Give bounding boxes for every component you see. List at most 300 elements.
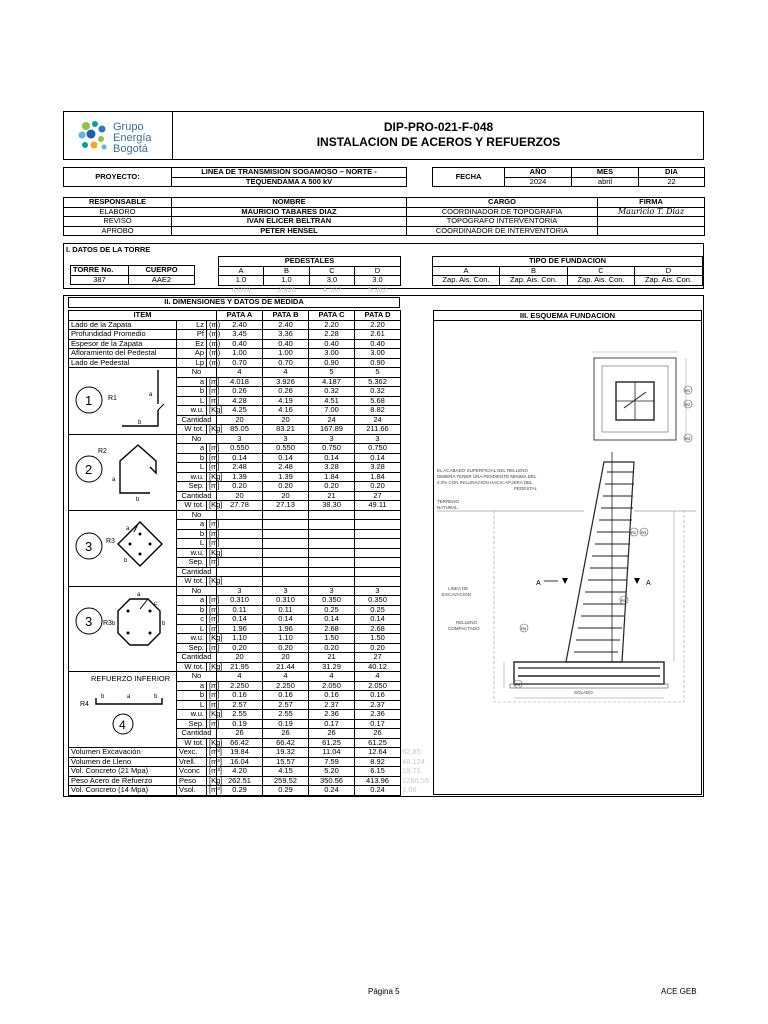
- row-symbol: w.u.: [177, 710, 207, 720]
- svg-text:SOLADO: SOLADO: [574, 690, 593, 695]
- row-symbol: L: [177, 700, 207, 710]
- svg-text:LINEA DE: LINEA DE: [448, 586, 469, 591]
- cell-value: 4.15: [263, 767, 309, 777]
- year-value: 2024: [505, 177, 572, 187]
- cell-value: 3: [263, 586, 309, 596]
- ped-ghost-d: 5.362: [368, 284, 387, 294]
- row-symbol: a: [177, 377, 207, 387]
- cell-value: 3: [263, 434, 309, 444]
- cell-value: 4: [263, 672, 309, 682]
- cell-value: [263, 520, 309, 530]
- cell-value: 2.68: [355, 624, 401, 634]
- cell-value: 31.29: [309, 662, 355, 672]
- cell-value: [217, 577, 263, 587]
- row-label: Vol. Concreto (21 Mpa): [69, 767, 177, 777]
- cell-value: 2.36: [309, 710, 355, 720]
- svg-text:b: b: [136, 497, 140, 503]
- row-symbol: Cantidad: [177, 729, 217, 739]
- svg-text:PEDESTAL: PEDESTAL: [514, 486, 538, 491]
- cell-value: 0.20: [309, 643, 355, 653]
- cell-value: 0.17: [355, 719, 401, 729]
- cell-value: 0.11: [263, 605, 309, 615]
- row-symbol: a: [177, 681, 207, 691]
- fund-head-b: B: [500, 266, 568, 276]
- cell-value: 85.05: [217, 425, 263, 435]
- cell-value: 83.21: [263, 425, 309, 435]
- cell-value: 0.70: [263, 358, 309, 368]
- cell-value: 0.14: [309, 453, 355, 463]
- cell-value: 4.28: [217, 396, 263, 406]
- row-unit: [Kg]: [207, 776, 217, 786]
- cell-value: 1.84: [309, 472, 355, 482]
- cell-value: 4.018: [217, 377, 263, 387]
- cell-value: [355, 558, 401, 568]
- svg-text:R3: R3: [103, 620, 112, 627]
- row-symbol: W tot.: [177, 425, 207, 435]
- cell-value: 2.40: [263, 320, 309, 330]
- cell-value: 3: [355, 586, 401, 596]
- row-symbol: Cantidad: [177, 653, 217, 663]
- cell-value: [355, 510, 401, 520]
- cell-value: 0.750: [355, 444, 401, 454]
- svg-text:a: a: [137, 592, 141, 598]
- cell-value: 0.14: [263, 453, 309, 463]
- cell-value: 1.96: [263, 624, 309, 634]
- fund-head-c: C: [568, 266, 635, 276]
- cell-value: 2.57: [263, 700, 309, 710]
- month-header: MES: [572, 168, 639, 178]
- cell-value: 1.10: [217, 634, 263, 644]
- row-unit: [m³]: [207, 757, 217, 767]
- svg-text:R1: R1: [108, 395, 117, 402]
- cell-value: 8.82: [355, 406, 401, 416]
- row-symbol: Sep.: [177, 558, 207, 568]
- cell-value: 38.30: [309, 501, 355, 511]
- row-symbol: W tot.: [177, 577, 207, 587]
- row-symbol: Ap: [177, 349, 207, 359]
- svg-text:b: b: [154, 694, 158, 700]
- cell-value: 4.51: [309, 396, 355, 406]
- svg-text:R4: R4: [515, 682, 521, 687]
- col-cargo: CARGO: [407, 198, 598, 208]
- row-symbol: w.u.: [177, 548, 207, 558]
- cell-value: 21.44: [263, 662, 309, 672]
- cell-value: 0.25: [309, 605, 355, 615]
- cell-value: 0.14: [355, 453, 401, 463]
- row-unit: (m): [207, 358, 217, 368]
- role-elaboro: ELABORO: [64, 207, 172, 217]
- cell-value: [309, 529, 355, 539]
- row-unit: [m]: [207, 482, 217, 492]
- company-name: Grupo Energía Bogotá: [113, 121, 152, 155]
- fund-head-a: A: [433, 266, 500, 276]
- cell-value: [309, 510, 355, 520]
- row-unit: (m): [207, 330, 217, 340]
- cell-value: 0.16: [355, 691, 401, 701]
- cargo-elaboro: COORDINADOR DE TOPOGRAFIA: [407, 207, 598, 217]
- row-symbol: w.u.: [177, 406, 207, 416]
- svg-text:2: 2: [85, 462, 93, 477]
- cell-value: 2.55: [217, 710, 263, 720]
- row-unit: [m]: [207, 539, 217, 549]
- cell-value: [309, 548, 355, 558]
- row-label: Lado de la Zapata: [69, 320, 177, 330]
- cell-value: 2.48: [263, 463, 309, 473]
- row-symbol: w.u.: [177, 472, 207, 482]
- summary-ghost-value: 62.85: [402, 747, 421, 756]
- cell-value: 3.00: [309, 349, 355, 359]
- svg-text:R1: R1: [685, 388, 691, 393]
- row-symbol: L: [177, 539, 207, 549]
- fund-value-b: Zap. Ais. Con.: [500, 276, 568, 286]
- cell-value: 0.29: [217, 786, 263, 796]
- cell-value: 2.37: [309, 700, 355, 710]
- row-symbol: No: [177, 510, 217, 520]
- cell-value: 167.89: [309, 425, 355, 435]
- row-unit: [m]: [207, 453, 217, 463]
- cell-value: 0.14: [217, 615, 263, 625]
- svg-text:TERRENO: TERRENO: [437, 499, 460, 504]
- row-label: Peso Acero de Refuerzo: [69, 776, 177, 786]
- cell-value: 0.310: [263, 596, 309, 606]
- cell-value: 2.36: [355, 710, 401, 720]
- cell-value: 24: [355, 415, 401, 425]
- cell-value: 0.17: [309, 719, 355, 729]
- cell-value: 1.39: [217, 472, 263, 482]
- cell-value: 0.750: [309, 444, 355, 454]
- row-unit: [Kg]: [207, 472, 217, 482]
- row-unit: [m]: [207, 605, 217, 615]
- cell-value: 0.20: [217, 643, 263, 653]
- cell-value: 3: [309, 586, 355, 596]
- cell-value: 11.04: [309, 748, 355, 758]
- cell-value: 3.28: [309, 463, 355, 473]
- row-unit: [m]: [207, 700, 217, 710]
- cell-value: 12.64: [355, 748, 401, 758]
- cell-value: [263, 558, 309, 568]
- cell-value: 20: [263, 491, 309, 501]
- cell-value: 1.39: [263, 472, 309, 482]
- cell-value: 26: [355, 729, 401, 739]
- ped-value-c: 3.0: [310, 276, 355, 286]
- row-symbol: No: [177, 368, 217, 378]
- svg-text:NATURAL: NATURAL: [437, 505, 458, 510]
- cell-value: [309, 520, 355, 530]
- fundacion-label: TIPO DE FUNDACION: [433, 257, 703, 267]
- cell-value: 0.20: [355, 643, 401, 653]
- row-unit: [m]: [207, 596, 217, 606]
- ped-value-a: 1.0: [219, 276, 264, 286]
- row-symbol: W tot.: [177, 662, 207, 672]
- row-symbol: b: [177, 691, 207, 701]
- rebar-diagram-r2: [70, 433, 172, 505]
- cargo-reviso: TOPOGRAFO INTERVENTORIA: [407, 217, 598, 227]
- cell-value: 0.26: [217, 387, 263, 397]
- cell-value: 211.66: [355, 425, 401, 435]
- cell-value: [309, 539, 355, 549]
- cell-value: 27.13: [263, 501, 309, 511]
- cell-value: [217, 510, 263, 520]
- summary-row: [69, 748, 401, 758]
- cell-value: 0.90: [355, 358, 401, 368]
- cell-value: 66.42: [217, 738, 263, 748]
- cell-value: 0.16: [217, 691, 263, 701]
- row-unit: [m³]: [207, 748, 217, 758]
- signature-cell: [598, 207, 705, 217]
- pata-header: PATA C: [309, 311, 355, 321]
- cell-value: [217, 558, 263, 568]
- svg-text:2.0% CON INCLINACION HACIA AFU: 2.0% CON INCLINACION HACIA AFUERA DEL: [437, 480, 533, 485]
- cell-value: 0.40: [217, 339, 263, 349]
- cell-value: 1.50: [355, 634, 401, 644]
- svg-text:R3: R3: [685, 436, 691, 441]
- row-unit: [m]: [207, 558, 217, 568]
- cell-value: 3: [355, 434, 401, 444]
- torre-section-title: I. DATOS DE LA TORRE: [66, 245, 151, 254]
- cell-value: 2.20: [355, 320, 401, 330]
- summary-ghost-value: 1.06: [402, 785, 417, 794]
- cell-value: 5.68: [355, 396, 401, 406]
- row-label: Lado de Pedestal: [69, 358, 177, 368]
- cell-value: 3.45: [217, 330, 263, 340]
- cell-value: 20: [263, 415, 309, 425]
- cell-value: 0.11: [217, 605, 263, 615]
- cell-value: [263, 577, 309, 587]
- cell-value: 413.96: [355, 776, 401, 786]
- row-symbol: W tot.: [177, 738, 207, 748]
- cell-value: 27: [355, 491, 401, 501]
- cell-value: 2.250: [263, 681, 309, 691]
- row-symbol: W tot.: [177, 501, 207, 511]
- ped-value-d: 3.0: [355, 276, 401, 286]
- cell-value: 3.28: [355, 463, 401, 473]
- cell-value: 5.20: [309, 767, 355, 777]
- cell-value: 262.51: [217, 776, 263, 786]
- svg-text:a: a: [149, 392, 153, 398]
- cell-value: 2.55: [263, 710, 309, 720]
- svg-text:c: c: [154, 601, 157, 607]
- cell-value: 0.24: [309, 786, 355, 796]
- row-symbol: c: [177, 615, 207, 625]
- row-symbol: a: [177, 596, 207, 606]
- row-symbol: a: [177, 444, 207, 454]
- ped-value-b: 1.0: [264, 276, 310, 286]
- cell-value: 0.20: [309, 482, 355, 492]
- fund-value-c: Zap. Ais. Con.: [568, 276, 635, 286]
- cell-value: [217, 539, 263, 549]
- row-unit: [Kg]: [207, 738, 217, 748]
- ped-ghost-b: 3.926: [277, 284, 296, 294]
- cell-value: [355, 529, 401, 539]
- row-unit: [m]: [207, 396, 217, 406]
- cell-value: 1.84: [355, 472, 401, 482]
- row-unit: [Kg]: [207, 662, 217, 672]
- row-symbol: No: [177, 586, 217, 596]
- row-symbol: Sep.: [177, 643, 207, 653]
- cell-value: 1.96: [217, 624, 263, 634]
- row-unit: [m]: [207, 643, 217, 653]
- cell-value: 49.11: [355, 501, 401, 511]
- pedestales-table: [218, 256, 401, 294]
- fund-value-d: Zap. Ais. Con.: [635, 276, 703, 286]
- svg-text:b: b: [101, 694, 105, 700]
- row-label: Volumen Excavación: [69, 748, 177, 758]
- cell-value: 2.61: [355, 330, 401, 340]
- role-reviso: REVISO: [64, 217, 172, 227]
- cell-value: 3: [217, 434, 263, 444]
- project-label: PROYECTO:: [64, 168, 172, 187]
- cell-value: 0.29: [263, 786, 309, 796]
- cell-value: [263, 567, 309, 577]
- cell-value: [263, 539, 309, 549]
- cell-value: 4.25: [217, 406, 263, 416]
- cell-value: [309, 567, 355, 577]
- cuerpo-label: CUERPO: [129, 266, 195, 276]
- cell-value: [263, 548, 309, 558]
- row-label: Volumen de Lleno: [69, 757, 177, 767]
- foundation-drawing: [434, 322, 701, 792]
- svg-text:R2: R2: [631, 530, 637, 535]
- ped-ghost-a: 4.018: [231, 284, 251, 294]
- row-unit: [Kg]: [207, 634, 217, 644]
- svg-text:a: a: [126, 526, 130, 532]
- month-value: abril: [572, 177, 639, 187]
- cell-value: 20: [217, 491, 263, 501]
- row-symbol: Vsol.: [177, 786, 207, 796]
- item-header: ITEM: [69, 311, 217, 321]
- rebar-diagram-r3-octagon: [70, 587, 172, 663]
- cell-value: [217, 548, 263, 558]
- row-unit: [m]: [207, 681, 217, 691]
- svg-text:COMPACTADO: COMPACTADO: [448, 626, 480, 631]
- col-responsable: RESPONSABLE: [64, 198, 172, 208]
- row-symbol: Lz: [177, 320, 207, 330]
- svg-text:b: b: [124, 558, 128, 564]
- cell-value: 0.40: [309, 339, 355, 349]
- cell-value: 66.42: [263, 738, 309, 748]
- cell-value: [309, 558, 355, 568]
- row-unit: [Kg]: [207, 406, 217, 416]
- cell-value: 0.40: [355, 339, 401, 349]
- ped-head-b: B: [264, 266, 310, 276]
- pata-header: PATA D: [355, 311, 401, 321]
- svg-text:R3: R3: [641, 530, 647, 535]
- cell-value: 4: [263, 368, 309, 378]
- company-logo: [76, 118, 112, 154]
- row-symbol: w.u.: [177, 634, 207, 644]
- row-symbol: L: [177, 463, 207, 473]
- cell-value: 27.78: [217, 501, 263, 511]
- name-elaboro: MAURICIO TABARES DIAZ: [172, 207, 407, 217]
- cell-value: 5: [309, 368, 355, 378]
- cell-value: [355, 520, 401, 530]
- date-table: [432, 167, 705, 187]
- cell-value: 4.187: [309, 377, 355, 387]
- page-number: Página 5: [368, 987, 400, 996]
- footer-code: ACE GEB: [661, 987, 697, 996]
- row-symbol: Peso: [177, 776, 207, 786]
- cell-value: 0.32: [355, 387, 401, 397]
- svg-text:3: 3: [85, 614, 93, 629]
- day-value: 22: [639, 177, 705, 187]
- row-symbol: b: [177, 453, 207, 463]
- row-symbol: Vrell.: [177, 757, 207, 767]
- torre-table: [70, 265, 195, 285]
- row-unit: [Kg]: [207, 425, 217, 435]
- refuerzo-inferior-caption: REFUERZO INFERIOR: [91, 674, 171, 683]
- cell-value: 0.70: [217, 358, 263, 368]
- cell-value: 5.362: [355, 377, 401, 387]
- cell-value: 0.19: [263, 719, 309, 729]
- summary-row: [69, 767, 401, 777]
- row-symbol: Vconc: [177, 767, 207, 777]
- cell-value: 61.25: [355, 738, 401, 748]
- cell-value: 350.56: [309, 776, 355, 786]
- cell-value: 2.40: [217, 320, 263, 330]
- svg-text:a: a: [127, 694, 131, 700]
- svg-text:RELLENO: RELLENO: [456, 620, 478, 625]
- cell-value: 19.84: [217, 748, 263, 758]
- cell-value: 4: [217, 672, 263, 682]
- summary-ghost-value: 48.124: [402, 757, 425, 766]
- col-nombre: NOMBRE: [172, 198, 407, 208]
- cell-value: 2.37: [355, 700, 401, 710]
- row-unit: [m³]: [207, 767, 217, 777]
- cell-value: 15.57: [263, 757, 309, 767]
- row-unit: [m]: [207, 387, 217, 397]
- cell-value: 0.16: [263, 691, 309, 701]
- role-aprobo: APROBO: [64, 226, 172, 236]
- summary-row: [69, 786, 401, 796]
- svg-text:R1: R1: [621, 598, 627, 603]
- cell-value: 61.25: [309, 738, 355, 748]
- fund-value-a: Zap. Ais. Con.: [433, 276, 500, 286]
- summary-ghost-value: 1286.55: [402, 776, 430, 785]
- cell-value: 26: [217, 729, 263, 739]
- row-symbol: Ez: [177, 339, 207, 349]
- row-unit: [m]: [207, 377, 217, 387]
- cell-value: 20: [217, 415, 263, 425]
- cell-value: 20: [217, 653, 263, 663]
- cell-value: 0.550: [217, 444, 263, 454]
- row-unit: [m]: [207, 520, 217, 530]
- project-name-2: TEQUENDAMA A 500 kV: [172, 177, 407, 187]
- cell-value: [355, 577, 401, 587]
- cell-value: 24: [309, 415, 355, 425]
- row-symbol: Sep.: [177, 482, 207, 492]
- row-symbol: b: [177, 605, 207, 615]
- cell-value: 0.19: [217, 719, 263, 729]
- cell-value: 21.95: [217, 662, 263, 672]
- cell-value: 4.20: [217, 767, 263, 777]
- pata-header: PATA B: [263, 311, 309, 321]
- dimensiones-title: II. DIMENSIONES Y DATOS DE MEDIDA: [69, 298, 400, 308]
- svg-text:b: b: [162, 621, 166, 627]
- row-symbol: b: [177, 387, 207, 397]
- cell-value: 21: [309, 653, 355, 663]
- cell-value: 21: [309, 491, 355, 501]
- row-symbol: L: [177, 396, 207, 406]
- cell-value: [263, 529, 309, 539]
- cell-value: 3.36: [263, 330, 309, 340]
- name-aprobo: PETER HENSEL: [172, 226, 407, 236]
- fundacion-table: [432, 256, 703, 286]
- row-unit: [m]: [207, 463, 217, 473]
- cell-value: 3.926: [263, 377, 309, 387]
- row-symbol: Lp: [177, 358, 207, 368]
- rebar-diagram-r4: [70, 684, 172, 740]
- cell-value: 16.04: [217, 757, 263, 767]
